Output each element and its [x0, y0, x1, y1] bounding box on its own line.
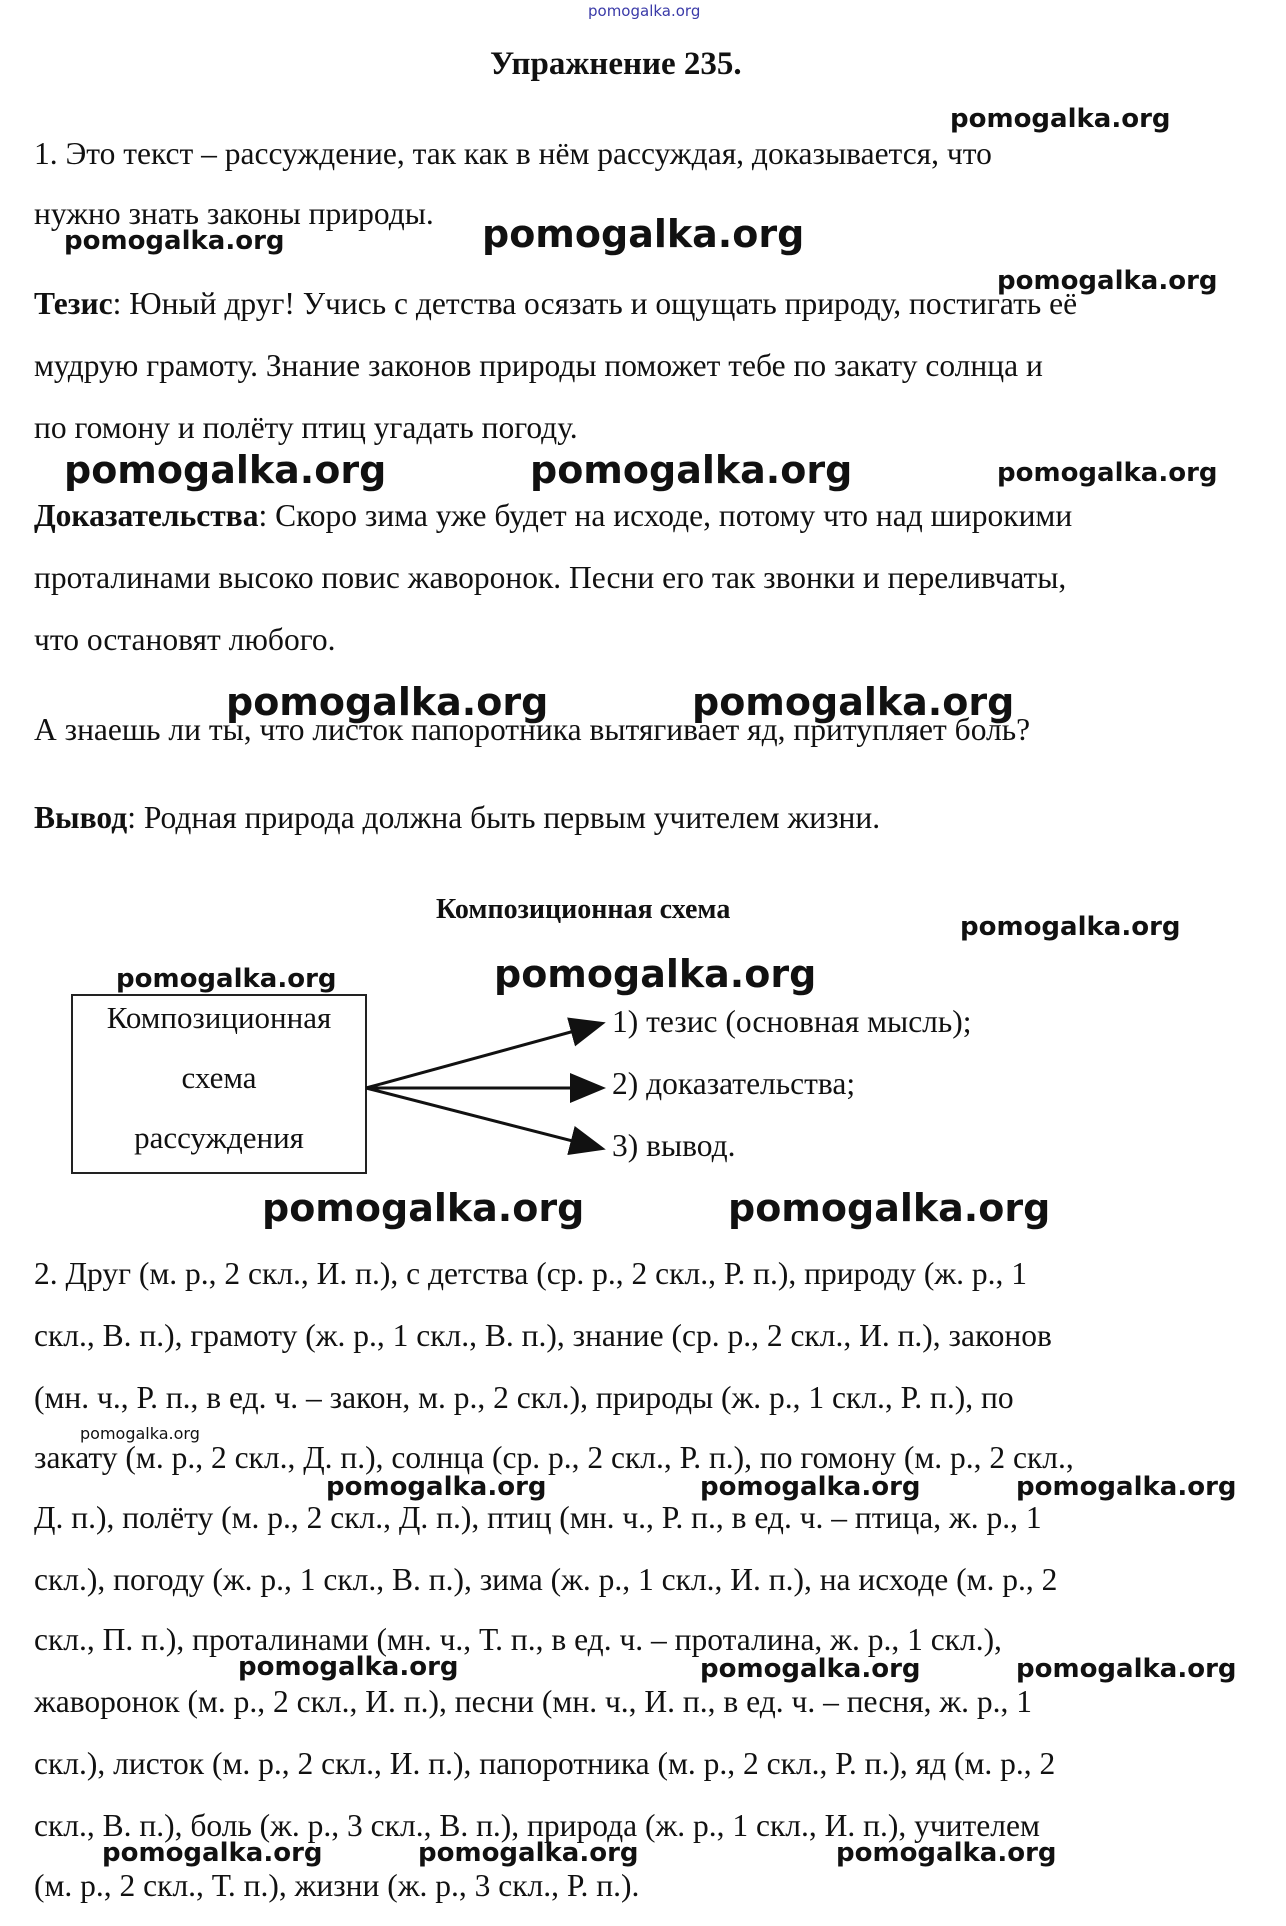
part2-line: скл.), листок (м. р., 2 скл., И. п.), папоротника (м. р., 2 скл., Р. п.), яд (м. р., 2: [34, 1746, 1056, 1781]
proofs-line: проталинами высоко повис жаворонок. Песни его так звонки и переливчаты,: [34, 560, 1067, 595]
watermark: pomogalka.org: [728, 1186, 1051, 1230]
part2-line: жаворонок (м. р., 2 скл., И. п.), песни (мн. ч., И. п., в ед. ч. – песня, ж. р., 1: [34, 1684, 1033, 1719]
proofs-line: [34, 498, 1072, 534]
watermark: pomogalka.org: [997, 266, 1218, 296]
watermark: pomogalka.org: [262, 1186, 585, 1230]
part1-line: 1. Это текст – рассуждение, так как в нём рассуждая, доказывается, что: [34, 136, 992, 171]
watermark: pomogalka.org: [226, 680, 549, 724]
part1-line: нужно знать законы природы.: [34, 196, 434, 231]
part2-line: скл., В. п.), боль (ж. р., 3 скл., В. п.), природа (ж. р., 1 скл., И. п.), учителем: [34, 1808, 1040, 1843]
part2-line: закату (м. р., 2 скл., Д. п.), солнца (ср. р., 2 скл., Р. п.), по гомону (м. р., 2 скл.,: [34, 1440, 1074, 1475]
watermark: pomogalka.org: [482, 212, 805, 256]
watermark: pomogalka.org: [960, 912, 1181, 942]
part2-line: скл., В. п.), грамоту (ж. р., 1 скл., В. п.), знание (ср. р., 2 скл., И. п.), законов: [34, 1318, 1052, 1353]
scheme-heading: Композиционная схема: [436, 894, 731, 925]
scheme-item: 1) тезис (основная мысль);: [612, 1004, 972, 1039]
arrow-to-thesis: [366, 1024, 600, 1088]
part2-line: скл.), погоду (ж. р., 1 скл., В. п.), зима (ж. р., 1 скл., И. п.), на исходе (м. р., 2: [34, 1562, 1058, 1597]
part2-line: (мн. ч., Р. п., в ед. ч. – закон, м. р., 2 скл.), природы (ж. р., 1 скл., Р. п.), по: [34, 1380, 1014, 1415]
watermark: pomogalka.org: [700, 1654, 921, 1684]
watermark: pomogalka.org: [494, 952, 817, 996]
watermark: pomogalka.org: [64, 448, 387, 492]
watermark: pomogalka.org: [80, 1424, 200, 1443]
watermark: pomogalka.org: [102, 1838, 323, 1868]
watermark: pomogalka.org: [836, 1838, 1057, 1868]
conclusion-text: : Родная природа должна быть первым учителем жизни.: [127, 800, 881, 835]
watermark: pomogalka.org: [950, 104, 1171, 134]
watermark: pomogalka.org: [692, 680, 1015, 724]
exercise-title: Упражнение 235.: [490, 46, 742, 82]
scheme-box-line: схема: [181, 1060, 257, 1095]
part2-line: (м. р., 2 скл., Т. п.), жизни (ж. р., 3 скл., Р. п.).: [34, 1868, 640, 1903]
arrow-to-conclusion: [366, 1088, 600, 1148]
watermark: pomogalka.org: [997, 458, 1218, 488]
scheme-item: 2) доказательства;: [612, 1066, 856, 1101]
proofs-line: А знаешь ли ты, что листок папоротника вытягивает яд, притупляет боль?: [34, 712, 1031, 747]
conclusion-line: [34, 800, 880, 836]
thesis-line: по гомону и полёту птиц угадать погоду.: [34, 410, 578, 445]
site-top-label: pomogalka.org: [588, 2, 701, 20]
watermark: pomogalka.org: [64, 226, 285, 256]
thesis-line: [34, 286, 1077, 322]
proofs-label: Доказательства: [34, 498, 259, 533]
thesis-line: мудрую грамоту. Знание законов природы поможет тебе по закату солнца и: [34, 348, 1043, 383]
watermark: pomogalka.org: [418, 1838, 639, 1868]
watermark: pomogalka.org: [116, 964, 337, 994]
watermark: pomogalka.org: [1016, 1654, 1237, 1684]
scheme-item: 3) вывод.: [612, 1128, 736, 1163]
proofs-text: : Скоро зима уже будет на исходе, потому что над широкими: [258, 498, 1073, 533]
scheme-box-line: Композиционная: [106, 1000, 332, 1035]
thesis-text: : Юный друг! Учись с детства осязать и ощущать природу, постигать её: [112, 286, 1078, 321]
watermark: pomogalka.org: [530, 448, 853, 492]
scheme-arrows: [360, 1000, 620, 1160]
watermark: pomogalka.org: [700, 1472, 921, 1502]
thesis-label: Тезис: [34, 286, 113, 321]
part2-line: скл., П. п.), проталинами (мн. ч., Т. п., в ед. ч. – проталина, ж. р., 1 скл.),: [34, 1622, 1002, 1657]
part2-line: Д. п.), полёту (м. р., 2 скл., Д. п.), птиц (мн. ч., Р. п., в ед. ч. – птица, ж. р., 1: [34, 1500, 1042, 1535]
conclusion-label: Вывод: [34, 800, 128, 835]
scheme-box-line: рассуждения: [134, 1120, 304, 1155]
watermark: pomogalka.org: [238, 1652, 459, 1682]
proofs-line: что остановят любого.: [34, 622, 336, 657]
scheme-box: [71, 994, 367, 1174]
watermark: pomogalka.org: [1016, 1472, 1237, 1502]
watermark: pomogalka.org: [326, 1472, 547, 1502]
part2-line: 2. Друг (м. р., 2 скл., И. п.), с детства (ср. р., 2 скл., Р. п.), природу (ж. р., 1: [34, 1256, 1027, 1291]
